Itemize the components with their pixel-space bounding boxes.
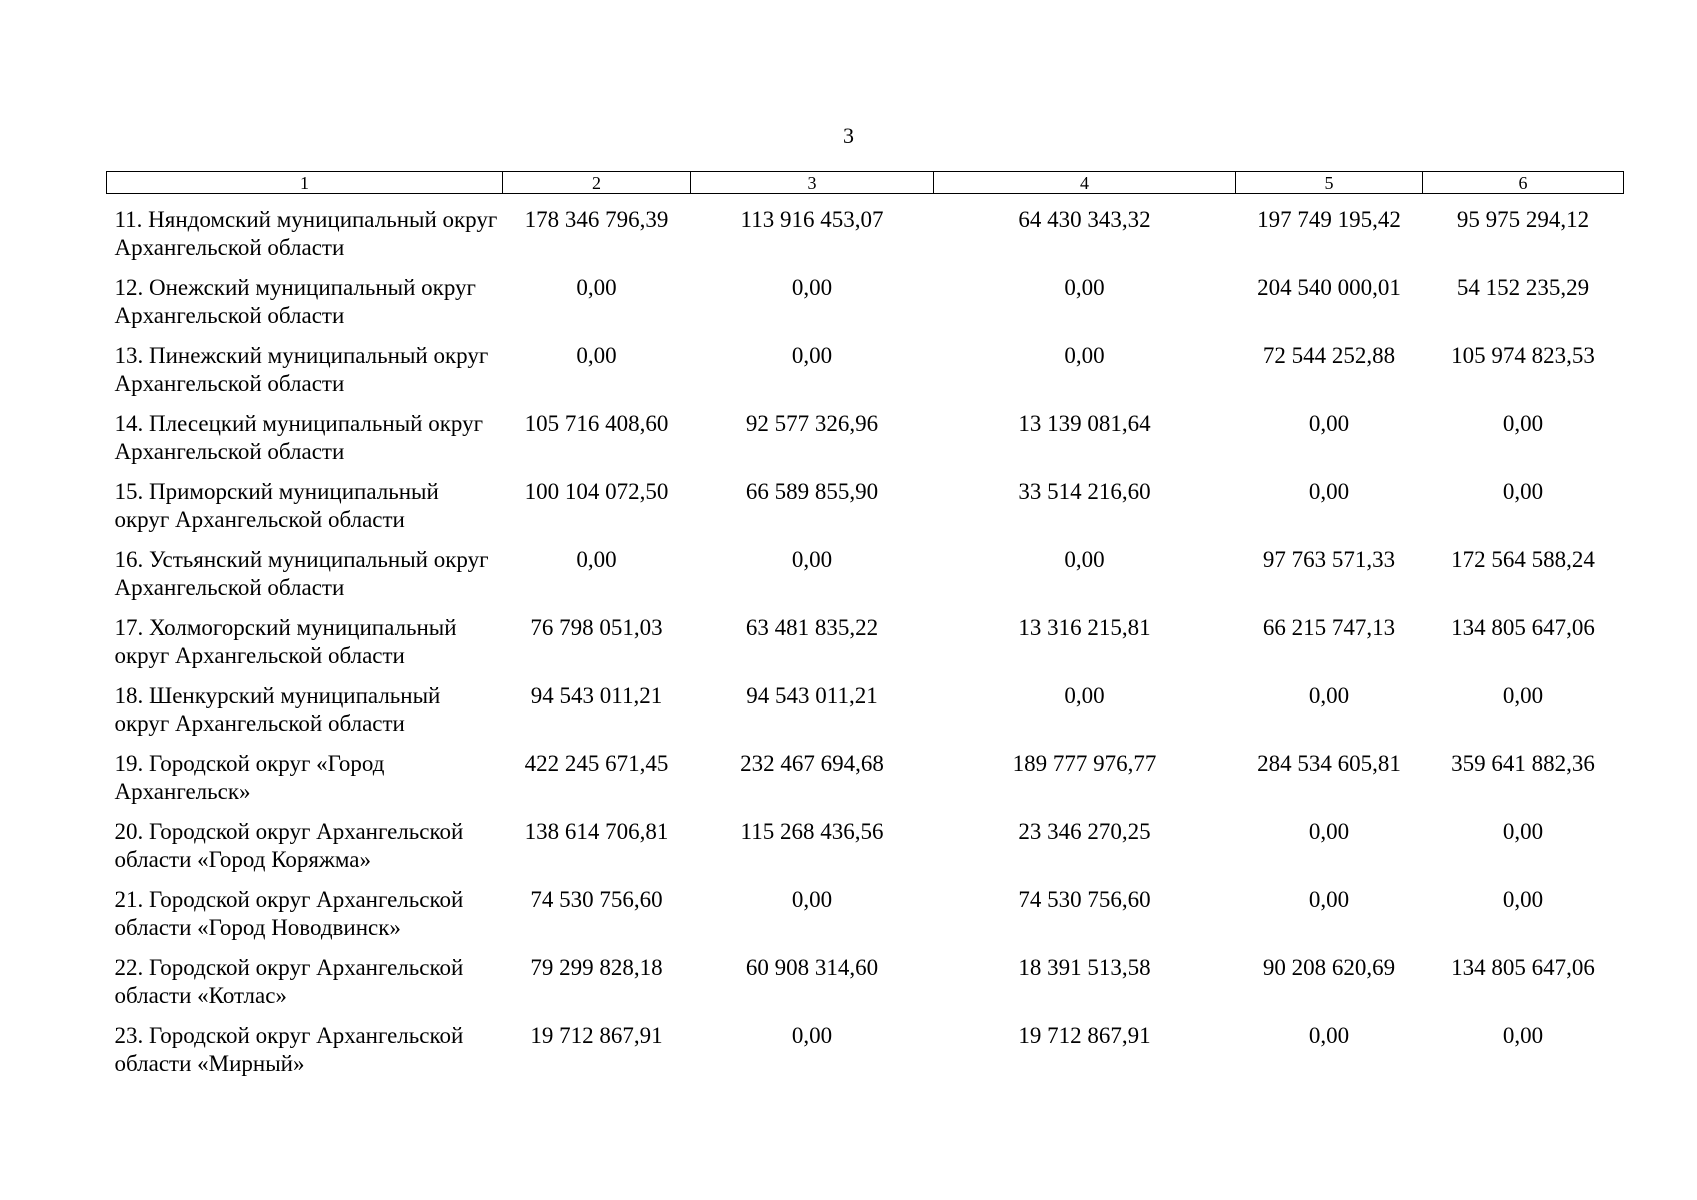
amount-cell-col-2: 94 543 011,21 (530, 682, 663, 708)
table-row (107, 607, 1624, 675)
amount-cell-col-2: 138 614 706,81 (524, 818, 669, 844)
amount-cell-col-3: 232 467 694,68 (740, 750, 884, 776)
municipality-name-cell: 23. Городской округ Архангельской области «Мирный» (114, 1022, 464, 1076)
table-row (107, 335, 1624, 403)
budget-table (106, 171, 1624, 1083)
amount-cell-col-2: 0,00 (576, 546, 617, 572)
municipality-name-cell: 21. Городской округ Архангельской области «Город Новодвинск» (114, 886, 464, 940)
amount-cell-col-6: 0,00 (1502, 818, 1544, 844)
municipality-name-cell: 12. Онежский муниципальный округ Архангельской области (114, 274, 476, 328)
amount-cell-col-4: 0,00 (1064, 546, 1105, 572)
table-row (107, 947, 1624, 1015)
column-header-4: 4 (934, 172, 1236, 194)
amount-cell-col-4: 23 346 270,25 (1018, 818, 1151, 844)
amount-cell-col-3: 94 543 011,21 (746, 682, 878, 708)
amount-cell-col-2: 76 798 051,03 (530, 614, 663, 640)
amount-cell-col-6: 95 975 294,12 (1456, 207, 1590, 232)
column-header-1: 1 (107, 172, 503, 194)
amount-cell-col-4: 18 391 513,58 (1018, 954, 1151, 980)
municipality-name-cell: 13. Пинежский муниципальный округ Архангельской области (114, 342, 489, 396)
amount-cell-col-4: 0,00 (1064, 274, 1105, 300)
amount-cell-col-6: 172 564 588,24 (1451, 546, 1595, 572)
amount-cell-col-3: 115 268 436,56 (740, 818, 884, 844)
amount-cell-col-3: 113 916 453,07 (740, 207, 884, 232)
municipality-name-cell: 11. Няндомский муниципальный округ Архангельской области (114, 207, 498, 260)
municipality-name-cell: 14. Плесецкий муниципальный округ Архангельской области (114, 410, 484, 464)
amount-cell-col-3: 63 481 835,22 (745, 614, 879, 640)
amount-cell-col-5: 0,00 (1308, 886, 1350, 912)
table-row (107, 743, 1624, 811)
amount-cell-col-6: 0,00 (1502, 410, 1544, 436)
table-row (107, 879, 1624, 947)
table-row (107, 539, 1624, 607)
amount-cell-col-5: 197 749 195,42 (1257, 207, 1401, 232)
amount-cell-col-3: 0,00 (791, 274, 833, 300)
column-header-6: 6 (1423, 172, 1624, 194)
amount-cell-col-3: 92 577 326,96 (745, 410, 879, 436)
amount-cell-col-4: 13 316 215,81 (1018, 614, 1151, 640)
amount-cell-col-2: 178 346 796,39 (524, 207, 669, 232)
amount-cell-col-3: 60 908 314,60 (745, 954, 879, 980)
municipality-name-cell: 18. Шенкурский муниципальный округ Архангельской области (114, 682, 441, 736)
amount-cell-col-4: 0,00 (1064, 342, 1105, 368)
amount-cell-col-2: 422 245 671,45 (524, 750, 669, 776)
municipality-name-cell: 20. Городской округ Архангельской области «Город Коряжма» (114, 818, 464, 872)
column-header-2: 2 (503, 172, 691, 194)
amount-cell-col-2: 79 299 828,18 (530, 954, 663, 980)
amount-cell-col-3: 0,00 (791, 1022, 833, 1048)
amount-cell-col-4: 74 530 756,60 (1018, 886, 1151, 912)
amount-cell-col-3: 0,00 (791, 546, 833, 572)
amount-cell-col-5: 0,00 (1308, 1022, 1350, 1048)
table-row (107, 675, 1624, 743)
municipality-name-cell: 16. Устьянский муниципальный округ Архангельской области (114, 546, 489, 600)
amount-cell-col-4: 189 777 976,77 (1012, 750, 1157, 776)
amount-cell-col-4: 0,00 (1064, 682, 1105, 708)
amount-cell-col-6: 0,00 (1502, 1022, 1544, 1048)
amount-cell-col-6: 359 641 882,36 (1451, 750, 1595, 776)
amount-cell-col-6: 134 805 647,06 (1451, 614, 1595, 640)
amount-cell-col-6: 105 974 823,53 (1451, 342, 1595, 368)
amount-cell-col-5: 0,00 (1308, 682, 1350, 708)
table-row (107, 811, 1624, 879)
table-header (107, 172, 1624, 194)
amount-cell-col-4: 13 139 081,64 (1018, 410, 1151, 436)
table-row (107, 267, 1624, 335)
municipality-name-cell: 17. Холмогорский муниципальный округ Архангельской области (114, 614, 457, 668)
amount-cell-col-5: 0,00 (1308, 818, 1350, 844)
amount-cell-col-6: 0,00 (1502, 478, 1544, 504)
amount-cell-col-2: 100 104 072,50 (524, 478, 669, 504)
amount-cell-col-2: 0,00 (576, 274, 617, 300)
municipality-name-cell: 19. Городской округ «Город Архангельск» (114, 750, 385, 804)
column-header-3: 3 (691, 172, 934, 194)
amount-cell-col-5: 90 208 620,69 (1262, 954, 1396, 980)
amount-cell-col-5: 66 215 747,13 (1262, 614, 1396, 640)
page-number: 3 (843, 123, 854, 148)
amount-cell-col-2: 19 712 867,91 (530, 1022, 663, 1048)
amount-cell-col-6: 134 805 647,06 (1451, 954, 1595, 980)
table-row (107, 471, 1624, 539)
amount-cell-col-2: 0,00 (576, 342, 617, 368)
amount-cell-col-4: 64 430 343,32 (1018, 207, 1151, 232)
municipality-name-cell: 15. Приморский муниципальный округ Архангельской области (114, 478, 439, 532)
amount-cell-col-3: 0,00 (791, 342, 833, 368)
amount-cell-col-6: 54 152 235,29 (1456, 274, 1590, 300)
amount-cell-col-2: 74 530 756,60 (530, 886, 663, 912)
amount-cell-col-5: 0,00 (1308, 478, 1350, 504)
amount-cell-col-4: 19 712 867,91 (1018, 1022, 1151, 1048)
amount-cell-col-5: 97 763 571,33 (1262, 546, 1396, 572)
table-row (107, 403, 1624, 471)
amount-cell-col-5: 284 534 605,81 (1257, 750, 1401, 776)
amount-cell-col-4: 33 514 216,60 (1018, 478, 1151, 504)
amount-cell-col-2: 105 716 408,60 (524, 410, 669, 436)
table-row (107, 194, 1624, 267)
amount-cell-col-5: 72 544 252,88 (1262, 342, 1396, 368)
amount-cell-col-5: 204 540 000,01 (1257, 274, 1401, 300)
municipality-name-cell: 22. Городской округ Архангельской области «Котлас» (114, 954, 464, 1008)
amount-cell-col-6: 0,00 (1502, 886, 1544, 912)
amount-cell-col-3: 0,00 (791, 886, 833, 912)
amount-cell-col-5: 0,00 (1308, 410, 1350, 436)
table-body (107, 194, 1624, 1083)
amount-cell-col-6: 0,00 (1502, 682, 1544, 708)
table-row (107, 1015, 1624, 1083)
column-header-5: 5 (1236, 172, 1423, 194)
header-row (107, 172, 1624, 194)
amount-cell-col-3: 66 589 855,90 (745, 478, 879, 504)
